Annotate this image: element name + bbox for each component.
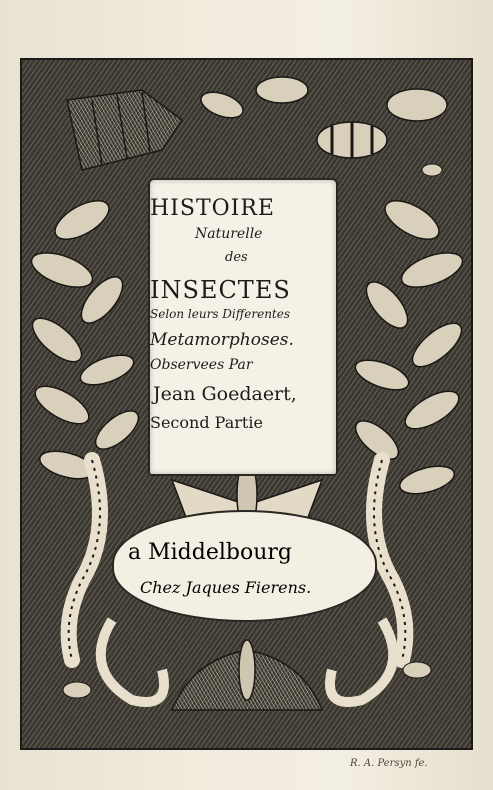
title-line-observees: Observees Par	[150, 357, 253, 373]
title-line-histoire: HISTOIRE	[150, 196, 275, 221]
imprint-place: a Middelbourg	[128, 540, 292, 565]
imprint-cartouche	[112, 510, 377, 622]
title-line-selon: Selon leurs Differentes	[150, 307, 291, 321]
title-line-author: Jean Goedaert,	[153, 383, 297, 405]
title-line-insectes: INSECTES	[150, 276, 291, 304]
title-line-part: Second Partie	[150, 413, 263, 432]
engraver-credit: R. A. Persyn fe.	[350, 758, 428, 769]
imprint-printer: Chez Jaques Fierens.	[140, 578, 312, 597]
title-line-naturelle: Naturelle	[195, 226, 263, 242]
title-line-metamorphoses: Metamorphoses.	[150, 330, 294, 350]
title-line-des: des	[225, 250, 248, 265]
